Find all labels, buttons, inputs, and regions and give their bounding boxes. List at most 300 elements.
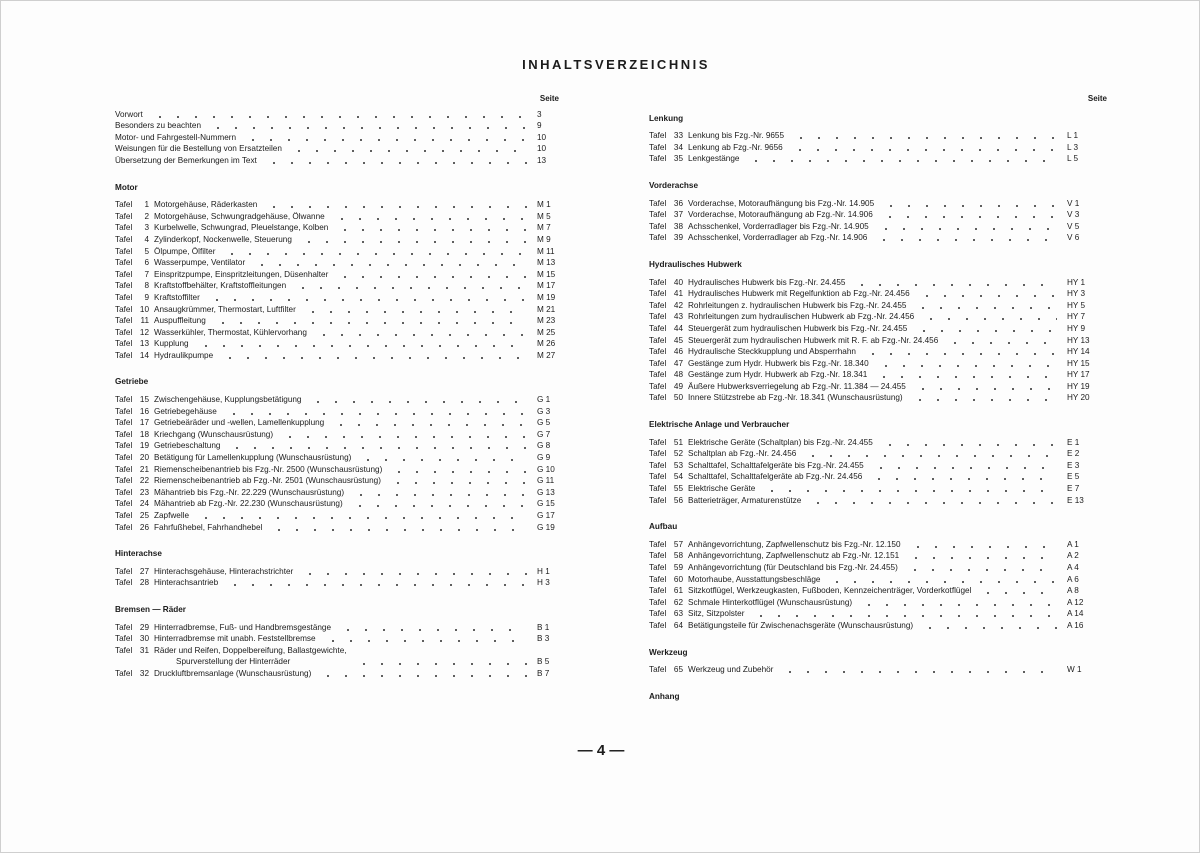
entry-prefix: Tafel: [115, 645, 133, 655]
entry-page: E 3: [1067, 460, 1080, 470]
entry-prefix: Tafel: [649, 551, 667, 561]
dot-leader: [265, 206, 527, 208]
entry-number: 4: [144, 234, 149, 244]
entry-page: HY 13: [1067, 335, 1090, 345]
entry-number: 27: [139, 566, 149, 576]
entry-number: 61: [673, 586, 683, 596]
entry-prefix: Tafel: [649, 323, 667, 333]
entry-page: 9: [537, 121, 542, 131]
entry-title-line: Hydraulische Steckkupplung und Absperrhahn: [688, 347, 856, 357]
entry-number: 43: [673, 312, 683, 322]
entry-page: 13: [537, 155, 547, 165]
toc-entry: [115, 155, 573, 167]
entry-number: 37: [673, 210, 683, 220]
toc-entry: [649, 597, 1109, 609]
entry-title: [154, 315, 206, 327]
toc-entry: [649, 142, 1109, 154]
entry-title: [688, 460, 864, 472]
entry-number: 10: [139, 304, 149, 314]
entry-title-line: Rohrleitungen z. hydraulischen Hubwerk bis Fzg.-Nr. 24.455: [688, 300, 907, 310]
entry-title-line: Achsschenkel, Vorderradlager ab Fzg.-Nr. 14.906: [688, 233, 868, 243]
entry-number: 47: [673, 358, 683, 368]
entry-title-line: Zylinderkopf, Nockenwelle, Steuerung: [154, 234, 292, 244]
dot-leader: [208, 299, 527, 301]
entry-page: E 2: [1067, 449, 1080, 459]
toc-entry: [115, 338, 573, 350]
toc-entry: [649, 495, 1109, 507]
entry-prefix: Tafel: [115, 292, 133, 302]
toc-entry: [115, 429, 573, 441]
dot-leader: [791, 149, 1057, 151]
entry-prefix: Tafel: [115, 269, 133, 279]
entry-title-line: Vorderachse, Motoraufhängung ab Fzg.-Nr. 14.906: [688, 210, 873, 220]
entry-page: M 7: [537, 223, 551, 233]
entry-title: [154, 645, 347, 668]
entry-prefix: Tafel: [115, 200, 133, 210]
toc-entry: [649, 471, 1109, 483]
entry-prefix: Tafel: [115, 578, 133, 588]
entry-title: [154, 522, 262, 534]
entry-title-line: Lenkung ab Fzg.-Nr. 9656: [688, 142, 783, 152]
entry-number: 23: [139, 487, 149, 497]
dot-leader: [355, 663, 527, 665]
dot-leader: [270, 529, 527, 531]
page-title: INHALTSVERZEICHNIS: [522, 57, 710, 72]
toc-entry: [649, 369, 1109, 381]
entry-page: HY 14: [1067, 347, 1090, 357]
entry-title: [688, 585, 971, 597]
entry-title: [115, 143, 282, 155]
entry-number: 29: [139, 622, 149, 632]
entry-title-line: Äußere Hubwerksverriegelung ab Fzg.-Nr. 11.384 — 24.455: [688, 381, 906, 391]
entry-title-line: Vorderachse, Motoraufhängung bis Fzg.-Nr. 14.905: [688, 198, 875, 208]
entry-title-line: Gestänge zum Hydr. Hubwerk ab Fzg.-Nr. 18.341: [688, 370, 868, 380]
entry-prefix: Tafel: [649, 495, 667, 505]
entry-title: [154, 327, 307, 339]
entry-title: [688, 437, 873, 449]
entry-prefix: Tafel: [649, 154, 667, 164]
entry-title: [688, 300, 906, 312]
entry-title: [154, 668, 311, 680]
dot-leader: [877, 228, 1057, 230]
entry-number: 44: [673, 323, 683, 333]
entry-page: B 1: [537, 622, 550, 632]
entry-number: 8: [144, 281, 149, 291]
entry-title-line: Mähantrieb bis Fzg.-Nr. 22.229 (Wunschausrüstung): [154, 487, 345, 497]
dot-leader: [315, 334, 527, 336]
dot-leader: [921, 627, 1057, 629]
seite-label: Seite: [1087, 94, 1107, 103]
dot-leader: [763, 490, 1057, 492]
entry-title: [688, 277, 845, 289]
entry-prefix: Tafel: [115, 464, 133, 474]
entry-title-line: Elektrische Geräte: [688, 484, 756, 494]
entry-prefix: Tafel: [115, 211, 133, 221]
entry-title: [688, 664, 773, 676]
toc-entry: [649, 620, 1109, 632]
entry-number: 18: [139, 429, 149, 439]
entry-page: G 15: [537, 499, 555, 509]
entry-prefix: Tafel: [649, 563, 667, 572]
entry-page: HY 7: [1067, 312, 1086, 322]
dot-leader: [828, 581, 1057, 583]
dot-leader: [870, 478, 1057, 480]
entry-prefix: Tafel: [115, 350, 133, 360]
section-heading: Aufbau: [649, 522, 678, 532]
entry-number: 42: [673, 300, 683, 310]
dot-leader: [390, 471, 527, 473]
dot-leader: [918, 295, 1057, 297]
entry-page: 3: [537, 109, 542, 119]
entry-prefix: Tafel: [115, 258, 133, 268]
dot-leader: [909, 546, 1057, 548]
entry-prefix: Tafel: [649, 665, 667, 675]
entry-prefix: Tafel: [649, 358, 667, 368]
entry-title-line: Ölpumpe, Ölfilter: [154, 246, 216, 256]
entry-prefix: Tafel: [649, 221, 667, 231]
entry-number: 15: [139, 395, 149, 405]
entry-page: M 19: [537, 292, 556, 302]
entry-page: HY 3: [1067, 289, 1086, 299]
entry-page: 10: [537, 144, 547, 154]
entry-page: M 1: [537, 200, 551, 210]
entry-page: E 7: [1067, 484, 1080, 494]
dot-leader: [881, 444, 1057, 446]
entry-title-line: Werkzeug und Zubehör: [688, 665, 774, 675]
entry-title-line: Ansaugkrümmer, Thermostart, Luftfilter: [154, 304, 296, 314]
entry-number: 24: [139, 499, 149, 509]
entry-title: [154, 338, 189, 350]
entry-number: 63: [673, 609, 683, 619]
entry-page: 10: [537, 132, 547, 142]
entry-title: [688, 448, 796, 460]
toc-entry: [115, 452, 573, 464]
dot-leader: [351, 505, 527, 507]
entry-page: M 26: [537, 339, 556, 349]
entry-page: M 27: [537, 350, 556, 360]
entry-prefix: Tafel: [115, 566, 133, 576]
entry-title: [154, 222, 328, 234]
entry-title-line: Übersetzung der Bemerkungen im Text: [115, 155, 257, 165]
entry-prefix: Tafel: [649, 131, 667, 141]
toc-entry: [649, 550, 1109, 562]
entry-title: [115, 120, 201, 132]
section-heading: Werkzeug: [649, 647, 688, 657]
dot-leader: [301, 573, 527, 575]
entry-prefix: Tafel: [649, 437, 667, 447]
toc-entry: [649, 460, 1109, 472]
entry-number: 7: [144, 269, 149, 279]
dot-leader: [915, 330, 1057, 332]
entry-prefix: Tafel: [649, 277, 667, 287]
toc-entry: [115, 475, 573, 487]
toc-entry: [649, 153, 1109, 165]
dot-leader: [336, 276, 527, 278]
toc-entry: [649, 198, 1109, 210]
entry-prefix: Tafel: [115, 453, 133, 463]
entry-prefix: Tafel: [115, 327, 133, 337]
entry-title-line: Kraftstoffilter: [154, 292, 200, 302]
entry-prefix: Tafel: [115, 476, 133, 486]
dot-leader: [781, 671, 1057, 673]
entry-number: 54: [673, 472, 683, 482]
entry-title-line: Weisungen für die Bestellung von Ersatzteilen: [115, 144, 282, 154]
entry-number: 11: [140, 316, 149, 326]
entry-title: [154, 475, 381, 487]
entry-page: G 17: [537, 511, 555, 520]
entry-number: 30: [139, 634, 149, 644]
dot-leader: [290, 150, 527, 152]
entry-page: H 1: [537, 566, 550, 576]
entry-prefix: Tafel: [649, 300, 667, 310]
toc-entry: [649, 483, 1109, 495]
dot-leader: [875, 239, 1057, 241]
entry-title-line: Betätigungsteile für Zwischenachsgeräte (Wunschausrüstung): [688, 620, 914, 630]
entry-title: [688, 323, 907, 335]
section-heading: Hydraulisches Hubwerk: [649, 259, 742, 269]
entry-page: G 1: [537, 395, 551, 405]
entry-title: [154, 452, 351, 464]
entry-number: 50: [673, 393, 683, 403]
entry-title-line: Motorhaube, Ausstattungsbeschläge: [688, 574, 821, 584]
entry-page: M 17: [537, 281, 556, 291]
entry-title: [154, 487, 344, 499]
dot-leader: [979, 592, 1057, 594]
dot-leader: [881, 216, 1057, 218]
entry-title: [688, 142, 783, 154]
entry-title-line: Spurverstellung der Hinterräder: [176, 657, 291, 667]
entry-prefix: Tafel: [649, 586, 667, 596]
entry-page: A 1: [1067, 539, 1079, 549]
dot-leader: [882, 205, 1057, 207]
entry-title-line: Riemenscheibenantrieb ab Fzg.-Nr. 2501 (Wunschausrüstung): [154, 476, 381, 486]
entry-number: 26: [139, 522, 149, 532]
toc-entry: [649, 574, 1109, 586]
dot-leader: [359, 459, 527, 461]
entry-page: A 12: [1067, 597, 1084, 607]
entry-title-line: Auspuffleitung: [154, 316, 206, 326]
toc-entry: [649, 358, 1109, 370]
entry-title-line: Lenkgestänge: [688, 154, 740, 164]
toc-entry: [115, 406, 573, 418]
entry-number: 19: [139, 441, 149, 451]
entry-prefix: Tafel: [115, 487, 133, 497]
entry-page: G 10: [537, 464, 555, 474]
entry-title-line: Steuergerät zum hydraulischen Hubwerk mit R. F. ab Fzg.-Nr. 24.456: [688, 335, 939, 345]
entry-prefix: Tafel: [649, 347, 667, 357]
dot-leader: [197, 345, 527, 347]
entry-title-line: Gestänge zum Hydr. Hubwerk bis Fzg.-Nr. 18.340: [688, 358, 869, 368]
toc-entry: [649, 381, 1109, 393]
entry-title: [154, 633, 316, 645]
entry-prefix: Tafel: [649, 233, 667, 243]
entry-title: [688, 574, 820, 586]
toc-entry: [115, 417, 573, 429]
entry-title: [154, 622, 331, 634]
toc-entry: [115, 222, 573, 234]
entry-title-line: Hydraulisches Hubwerk mit Regelfunktion ab Fzg.-Nr. 24.456: [688, 289, 910, 299]
entry-title: [688, 232, 867, 244]
dot-leader: [809, 502, 1057, 504]
entry-title: [154, 246, 215, 258]
dot-leader: [209, 127, 527, 129]
entry-title: [688, 130, 784, 142]
entry-title-line: Kupplung: [154, 339, 189, 349]
dot-leader: [228, 447, 527, 449]
entry-page: G 9: [537, 453, 551, 463]
toc-entry: [649, 311, 1109, 323]
entry-page: L 5: [1067, 154, 1079, 164]
toc-entry: [649, 277, 1109, 289]
dot-leader: [300, 241, 527, 243]
entry-number: 14: [139, 350, 149, 360]
entry-number: 40: [673, 277, 683, 287]
toc-column-right: [649, 93, 1109, 702]
toc-entry: [649, 346, 1109, 358]
toc-entry: [115, 622, 573, 634]
entry-number: 3: [144, 223, 149, 233]
entry-title-line: Besonders zu beachten: [115, 121, 202, 131]
entry-page: L 3: [1067, 142, 1079, 152]
entry-page: A 4: [1067, 563, 1079, 572]
entry-prefix: Tafel: [115, 234, 133, 244]
section-heading: Elektrische Anlage und Verbraucher: [649, 420, 790, 430]
entry-prefix: Tafel: [649, 539, 667, 549]
entry-prefix: Tafel: [649, 597, 667, 607]
entry-page: G 13: [537, 487, 555, 497]
entry-number: 16: [139, 406, 149, 416]
entry-number: 13: [139, 339, 149, 349]
entry-title-line: Motorgehäuse, Räderkasten: [154, 200, 258, 210]
dot-leader: [907, 557, 1057, 559]
entry-title-line: Schalttafel, Schalttafelgeräte bis Fzg.-Nr. 24.455: [688, 460, 864, 470]
entry-title: [154, 510, 189, 522]
entry-title: [154, 417, 324, 429]
entry-title: [688, 471, 862, 483]
toc-entry: [115, 211, 573, 223]
toc-entry: [115, 327, 573, 339]
dot-leader: [151, 116, 527, 118]
entry-page: G 3: [537, 406, 551, 416]
dot-leader: [860, 604, 1057, 606]
entry-number: 38: [673, 221, 683, 231]
entry-prefix: Tafel: [115, 316, 133, 326]
toc-entry: [115, 199, 573, 211]
toc-entry: [649, 664, 1109, 676]
section-heading: Vorderachse: [649, 180, 698, 190]
entry-title: [688, 346, 856, 358]
entry-page: A 16: [1067, 620, 1084, 630]
dot-leader: [333, 218, 527, 220]
dot-leader: [792, 137, 1057, 139]
entry-number: 20: [139, 453, 149, 463]
entry-title-line: Achsschenkel, Vorderradlager bis Fzg.-Nr. 14.905: [688, 221, 869, 231]
entry-title: [688, 381, 906, 393]
entry-number: 52: [673, 449, 683, 459]
entry-title-line: Hinterradbremse, Fuß- und Handbremsgestänge: [154, 622, 332, 632]
entry-title: [688, 562, 898, 574]
entry-number: 28: [139, 578, 149, 588]
toc-entry: [115, 234, 573, 246]
entry-title: [154, 304, 296, 316]
entry-page: M 23: [537, 316, 556, 326]
dot-leader: [244, 139, 527, 141]
entry-number: 60: [673, 574, 683, 584]
entry-prefix: Tafel: [115, 668, 133, 678]
dot-leader: [864, 353, 1057, 355]
toc-entry: [649, 323, 1109, 335]
entry-title: [115, 109, 143, 121]
dot-leader: [752, 615, 1057, 617]
entry-title: [115, 132, 236, 144]
entry-page: G 5: [537, 418, 551, 428]
entry-title-line: Anhängevorrichtung, Zapfwellenschutz ab Fzg.-Nr. 12.151: [688, 551, 900, 561]
entry-number: 5: [144, 246, 149, 256]
entry-title-line: Getriebeschaltung: [154, 441, 221, 451]
toc-entry: [115, 668, 573, 680]
entry-title-line: Wasserkühler, Thermostat, Kühlervorhang: [154, 327, 307, 337]
toc-entry: [649, 392, 1109, 404]
dot-leader: [309, 401, 527, 403]
dot-leader: [221, 357, 527, 359]
entry-prefix: Tafel: [649, 289, 667, 299]
entry-title-line: Kraftstoffbehälter, Kraftstoffleitungen: [154, 281, 287, 291]
entry-number: 55: [673, 484, 683, 494]
section-heading: Getriebe: [115, 377, 149, 387]
entry-prefix: Tafel: [115, 634, 133, 644]
dot-leader: [875, 376, 1057, 378]
dot-leader: [223, 253, 527, 255]
section-heading: Bremsen — Räder: [115, 604, 186, 614]
entry-title: [154, 234, 292, 246]
entry-prefix: Tafel: [649, 449, 667, 459]
entry-page: E 1: [1067, 437, 1080, 447]
entry-title-line: Zwischengehäuse, Kupplungsbetätigung: [154, 395, 302, 405]
entry-title: [154, 199, 257, 211]
entry-page: G 19: [537, 522, 555, 532]
dot-leader: [226, 584, 527, 586]
entry-title-line: Motor- und Fahrgestell-Nummern: [115, 132, 237, 142]
toc-entry: [115, 394, 573, 406]
entry-title-line: Druckluftbremsanlage (Wunschausrüstung): [154, 668, 312, 678]
toc-entry: [115, 132, 573, 144]
toc-entry: [649, 539, 1109, 551]
entry-title: [154, 292, 200, 304]
entry-number: 35: [673, 154, 683, 164]
entry-prefix: Tafel: [649, 393, 667, 403]
entry-number: 32: [139, 668, 149, 678]
entry-number: 45: [673, 335, 683, 345]
entry-title: [688, 597, 852, 609]
entry-prefix: Tafel: [649, 472, 667, 482]
toc-entry: [649, 300, 1109, 312]
entry-number: 64: [673, 620, 683, 630]
toc-entry: [115, 120, 573, 132]
entry-number: 57: [673, 539, 683, 549]
entry-prefix: Tafel: [115, 511, 133, 520]
entry-title: [154, 566, 293, 578]
section-heading: Anhang: [649, 691, 680, 701]
entry-title: [154, 280, 286, 292]
dot-leader: [319, 675, 527, 677]
entry-title: [688, 221, 869, 233]
entry-page: HY 15: [1067, 358, 1090, 368]
entry-title: [688, 198, 874, 210]
entry-page: A 14: [1067, 609, 1084, 619]
entry-title-line: Hydraulikpumpe: [154, 350, 214, 360]
dot-leader: [906, 569, 1057, 571]
dot-leader: [914, 307, 1057, 309]
